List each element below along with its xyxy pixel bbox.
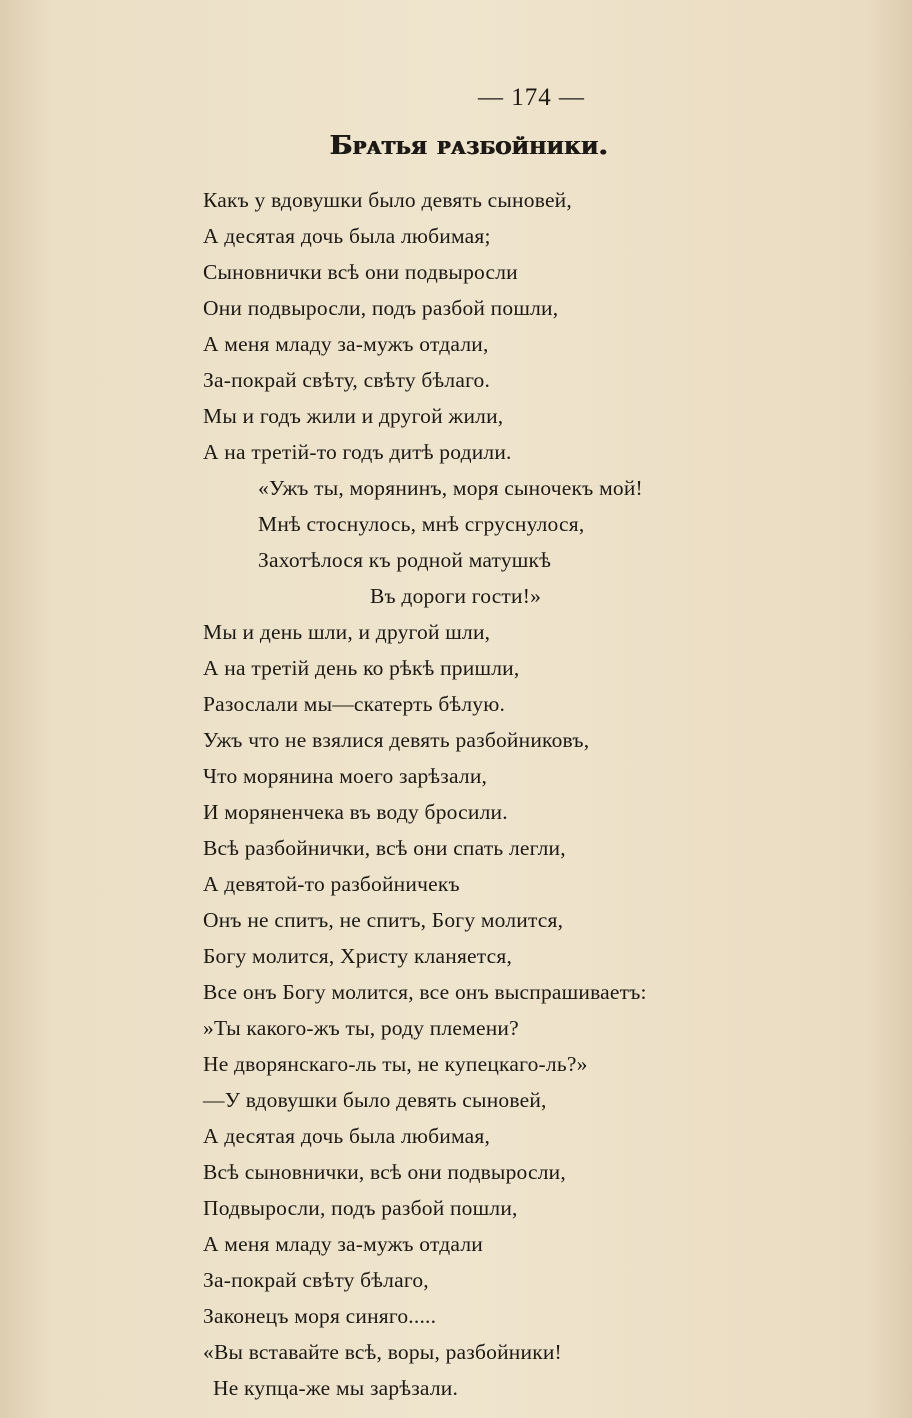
- poem-line: А меня младу за-мужъ отдали: [203, 1232, 483, 1256]
- poem-line: Не дворянскаго-ль ты, не купецкаго-ль?»: [203, 1052, 588, 1076]
- poem-line: «Вы вставайте всѣ, воры, разбойники!: [203, 1340, 562, 1364]
- poem-line: За-покрай свѣту, свѣту бѣлаго.: [203, 368, 491, 392]
- poem-line: Захотѣлося къ родной матушкѣ: [258, 548, 552, 572]
- poem-line: Онъ не спитъ, не спитъ, Богу молится,: [203, 908, 564, 932]
- poem-line: Подвыросли, подъ разбой пошли,: [203, 1196, 518, 1220]
- poem-line: »Ты какого-жъ ты, роду племени?: [203, 1016, 519, 1040]
- poem-line: Они подвыросли, подъ разбой пошли,: [203, 296, 559, 320]
- poem-line: Мы и день шли, и другой шли,: [203, 620, 491, 644]
- poem-line: А десятая дочь была любимая;: [203, 224, 491, 248]
- poem-line: Ужъ что не взялися девять разбойниковъ,: [203, 728, 590, 752]
- poem-line: Всѣ разбойнички, всѣ они спать легли,: [203, 836, 566, 860]
- poem-line: А десятая дочь была любимая,: [203, 1124, 491, 1148]
- poem-line: А девятой-то разбойничекъ: [203, 872, 460, 896]
- poem-line: Мы и годъ жили и другой жили,: [203, 404, 504, 428]
- poem-line: Богу молится, Христу кланяется,: [203, 944, 513, 968]
- poem-line: Все онъ Богу молится, все онъ выспрашиваетъ:: [203, 980, 647, 1004]
- poem-line: Всѣ сыновнички, всѣ они подвыросли,: [203, 1160, 566, 1184]
- page-number: — 174 —: [478, 84, 585, 111]
- poem-line: «Ужъ ты, морянинъ, моря сыночекъ мой!: [258, 476, 643, 500]
- poem-line: Законецъ моря синяго.....: [203, 1304, 437, 1328]
- poem-line: Сыновнички всѣ они подвыросли: [203, 260, 518, 284]
- poem-line: И моряненчека въ воду бросили.: [203, 800, 508, 824]
- poem-line: Въ дороги гости!»: [370, 584, 542, 608]
- poem-line: Не купца-же мы зарѣзали.: [213, 1376, 459, 1400]
- poem-line: А на третiй-то годъ дитѣ родили.: [203, 440, 512, 464]
- poem-line: А на третiй день ко рѣкѣ пришли,: [203, 656, 520, 680]
- poem-line: Мнѣ стоснулось, мнѣ сгруснулося,: [258, 512, 585, 536]
- poem-line: —У вдовушки было девять сыновей,: [203, 1088, 547, 1112]
- poem-line: Что морянина моего зарѣзали,: [203, 764, 488, 788]
- poem-line: За-покрай свѣту бѣлаго,: [203, 1268, 429, 1292]
- poem-line: Разослали мы—скатерть бѣлую.: [203, 692, 506, 716]
- poem-line: Какъ у вдовушки было девять сыновей,: [203, 188, 572, 212]
- poem-title: Братья разбойники.: [330, 131, 609, 161]
- poem-line: А меня младу за-мужъ отдали,: [203, 332, 489, 356]
